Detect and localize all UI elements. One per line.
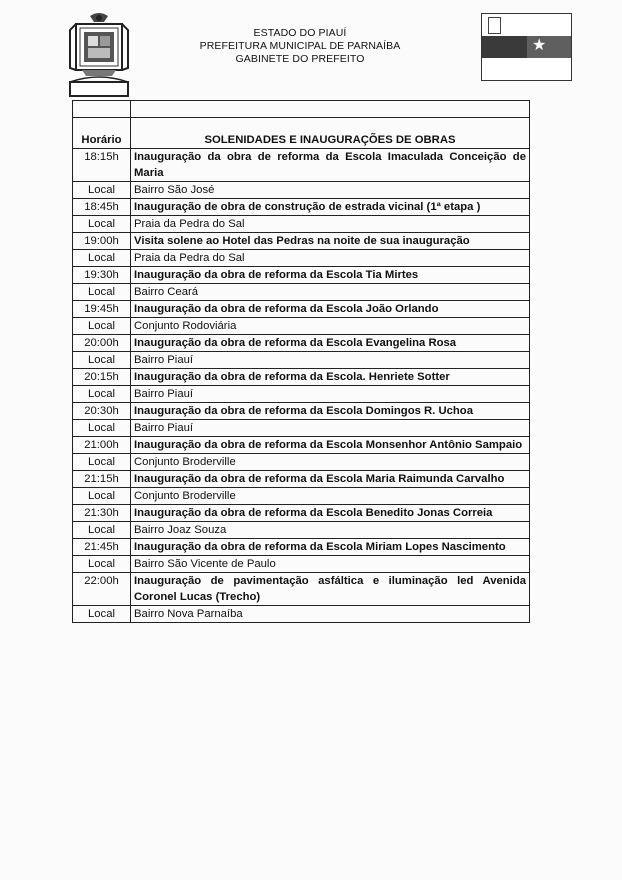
event-time: 22:00h (73, 573, 131, 606)
flag-emblem-icon (488, 17, 501, 34)
schedule-location-row (73, 386, 530, 403)
event-description: Inauguração da obra de reforma da Escola. Henriete Sotter (131, 369, 530, 386)
event-time: 20:30h (73, 403, 131, 420)
event-description: Inauguração da obra de reforma da Escola Benedito Jonas Correia (131, 505, 530, 522)
star-icon: ★ (532, 37, 547, 54)
location-name: Bairro Joaz Souza (131, 522, 530, 539)
event-description: Inauguração da obra de reforma da Escola Evangelina Rosa (131, 335, 530, 352)
location-name: Conjunto Broderville (131, 488, 530, 505)
location-name: Bairro São José (131, 182, 530, 199)
schedule-event-row (73, 335, 530, 352)
schedule-location-row (73, 352, 530, 369)
document-header (170, 27, 430, 66)
location-name: Praia da Pedra do Sal (131, 216, 530, 233)
schedule-table (72, 100, 530, 623)
location-label: Local (73, 488, 131, 505)
event-description: Inauguração da obra de reforma da Escola Monsenhor Antônio Sampaio (131, 437, 530, 454)
table-header-row (73, 118, 530, 149)
location-label: Local (73, 182, 131, 199)
schedule-location-row (73, 182, 530, 199)
schedule-location-row (73, 488, 530, 505)
column-header-time: Horário (73, 118, 131, 149)
event-time: 20:00h (73, 335, 131, 352)
schedule-location-row (73, 454, 530, 471)
location-name: Praia da Pedra do Sal (131, 250, 530, 267)
location-name: Bairro Ceará (131, 284, 530, 301)
event-time: 21:30h (73, 505, 131, 522)
location-label: Local (73, 522, 131, 539)
schedule-event-row (73, 233, 530, 250)
event-time: 19:30h (73, 267, 131, 284)
schedule-event-row (73, 199, 530, 216)
event-description: Inauguração da obra de reforma da Escola Domingos R. Uchoa (131, 403, 530, 420)
schedule-location-row (73, 250, 530, 267)
municipal-flag (481, 13, 572, 81)
location-label: Local (73, 216, 131, 233)
location-name: Conjunto Broderville (131, 454, 530, 471)
location-label: Local (73, 556, 131, 573)
event-description: Inauguração de obra de construção de estrada vicinal (1ª etapa ) (131, 199, 530, 216)
event-description: Inauguração de pavimentação asfáltica e iluminação led Avenida Coronel Lucas (Trecho) (131, 573, 530, 606)
schedule-event-row (73, 267, 530, 284)
schedule-event-row (73, 149, 530, 182)
table-spacer-row (73, 101, 530, 118)
schedule-event-row (73, 573, 530, 606)
event-time: 19:45h (73, 301, 131, 318)
location-label: Local (73, 454, 131, 471)
location-name: Conjunto Rodoviária (131, 318, 530, 335)
event-time: 18:15h (73, 149, 131, 182)
schedule-location-row (73, 556, 530, 573)
event-time: 21:00h (73, 437, 131, 454)
location-label: Local (73, 386, 131, 403)
schedule-event-row (73, 539, 530, 556)
header-prefecture: PREFEITURA MUNICIPAL DE PARNAÍBA (199, 40, 401, 52)
column-header-events: SOLENIDADES E INAUGURAÇÕES DE OBRAS (131, 118, 530, 149)
location-name: Bairro São Vicente de Paulo (131, 556, 530, 573)
location-label: Local (73, 318, 131, 335)
event-time: 21:45h (73, 539, 131, 556)
location-name: Bairro Nova Parnaíba (131, 606, 530, 623)
schedule-event-row (73, 369, 530, 386)
location-name: Bairro Piauí (131, 352, 530, 369)
schedule-location-row (73, 318, 530, 335)
header-state: ESTADO DO PIAUÍ (253, 27, 347, 39)
event-time: 19:00h (73, 233, 131, 250)
header-office: GABINETE DO PREFEITO (235, 53, 365, 65)
schedule-location-row (73, 420, 530, 437)
location-label: Local (73, 352, 131, 369)
location-name: Bairro Piauí (131, 420, 530, 437)
schedule-location-row (73, 606, 530, 623)
schedule-event-row (73, 505, 530, 522)
event-description: Inauguração da obra de reforma da Escola Miriam Lopes Nascimento (131, 539, 530, 556)
event-time: 18:45h (73, 199, 131, 216)
location-label: Local (73, 420, 131, 437)
schedule-location-row (73, 522, 530, 539)
location-label: Local (73, 284, 131, 301)
location-label: Local (73, 606, 131, 623)
schedule-event-row (73, 301, 530, 318)
coat-of-arms (68, 12, 130, 98)
location-name: Bairro Piauí (131, 386, 530, 403)
flag-band (482, 36, 571, 58)
schedule-location-row (73, 216, 530, 233)
event-time: 20:15h (73, 369, 131, 386)
event-description: Visita solene ao Hotel das Pedras na noite de sua inauguração (131, 233, 530, 250)
schedule-location-row (73, 284, 530, 301)
event-time: 21:15h (73, 471, 131, 488)
event-description: Inauguração da obra de reforma da Escola João Orlando (131, 301, 530, 318)
event-description: Inauguração da obra de reforma da Escola Maria Raimunda Carvalho (131, 471, 530, 488)
event-description: Inauguração da obra de reforma da Escola Tia Mirtes (131, 267, 530, 284)
schedule-event-row (73, 471, 530, 488)
schedule-event-row (73, 403, 530, 420)
event-description: Inauguração da obra de reforma da Escola Imaculada Conceição de Maria (131, 149, 530, 182)
location-label: Local (73, 250, 131, 267)
schedule-event-row (73, 437, 530, 454)
